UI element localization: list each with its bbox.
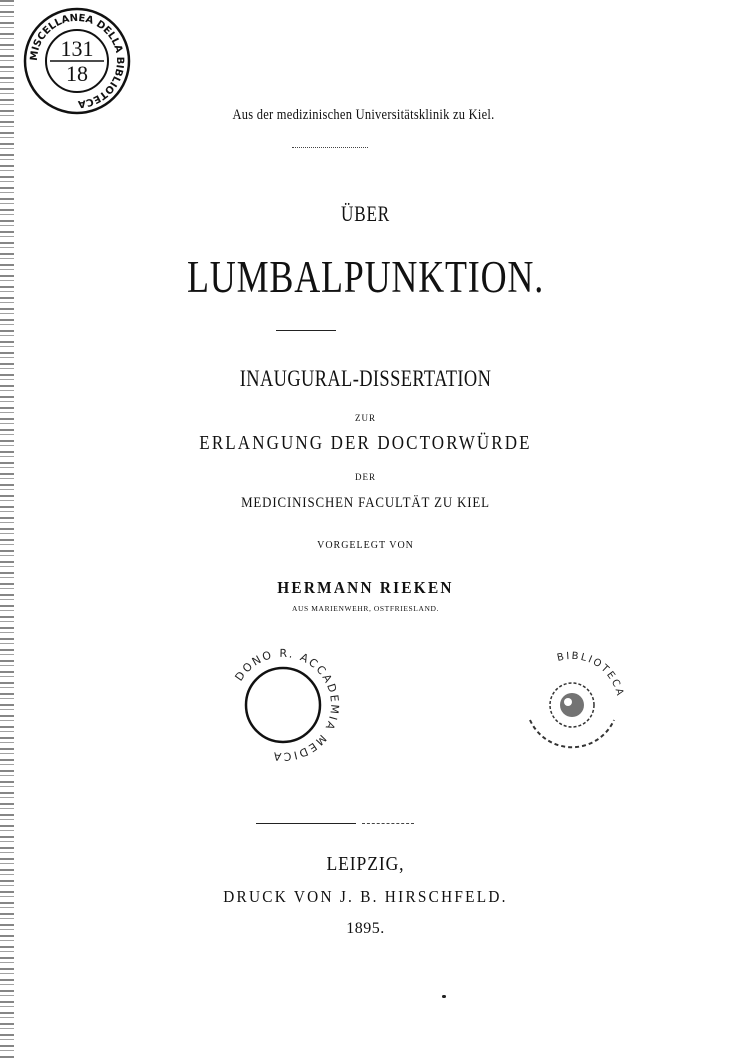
library-stamp [22, 6, 132, 116]
shelf-number-upper: 131 [60, 36, 94, 61]
right-stamp-ring-text: BIBLIOTECA [556, 650, 626, 699]
bottom-rule-dash [362, 823, 414, 824]
svg-text:DONO R. ACCADEMIA MEDICA [233, 647, 342, 763]
top-dotted-rule [292, 147, 368, 148]
presented-by: VORGELEGT VON [317, 540, 414, 551]
academy-stamp [223, 645, 343, 765]
title-main: LUMBALPUNKTION. [187, 252, 544, 302]
imprint-year: 1895. [346, 920, 385, 937]
scan-edge [0, 0, 14, 1058]
ink-speck [442, 995, 446, 998]
dissertation-zur: ZUR [355, 413, 376, 423]
imprint-city: LEIPZIG, [326, 853, 405, 875]
dissertation-faculty: MEDICINISCHEN FACULTÄT ZU KIEL [241, 495, 490, 511]
academy-stamp-ring-text: DONO R. ACCADEMIA MEDICA [232, 646, 342, 764]
author-name: HERMANN RIEKEN [277, 578, 454, 597]
dissertation-purpose: ERLANGUNG DER DOCTORWÜRDE [199, 432, 532, 454]
institute-line: Aus der medizinischen Universitätsklinik zu Kiel. [232, 107, 495, 123]
dissertation-der: DER [355, 472, 376, 482]
dissertation-type: INAUGURAL-DISSERTATION [239, 366, 492, 391]
shelf-number-lower: 18 [66, 61, 88, 86]
title-pre: ÜBER [341, 201, 390, 226]
library-stamp-ring-text: MISCELLANEA DELLA BIBLIOTECA [28, 12, 126, 110]
bottom-rule [256, 823, 356, 824]
right-library-stamp [510, 650, 635, 760]
imprint-printer: DRUCK VON J. B. HIRSCHFELD. [223, 887, 508, 906]
author-origin: AUS MARIENWEHR, OSTFRIESLAND. [292, 604, 439, 613]
title-rule [276, 330, 336, 331]
